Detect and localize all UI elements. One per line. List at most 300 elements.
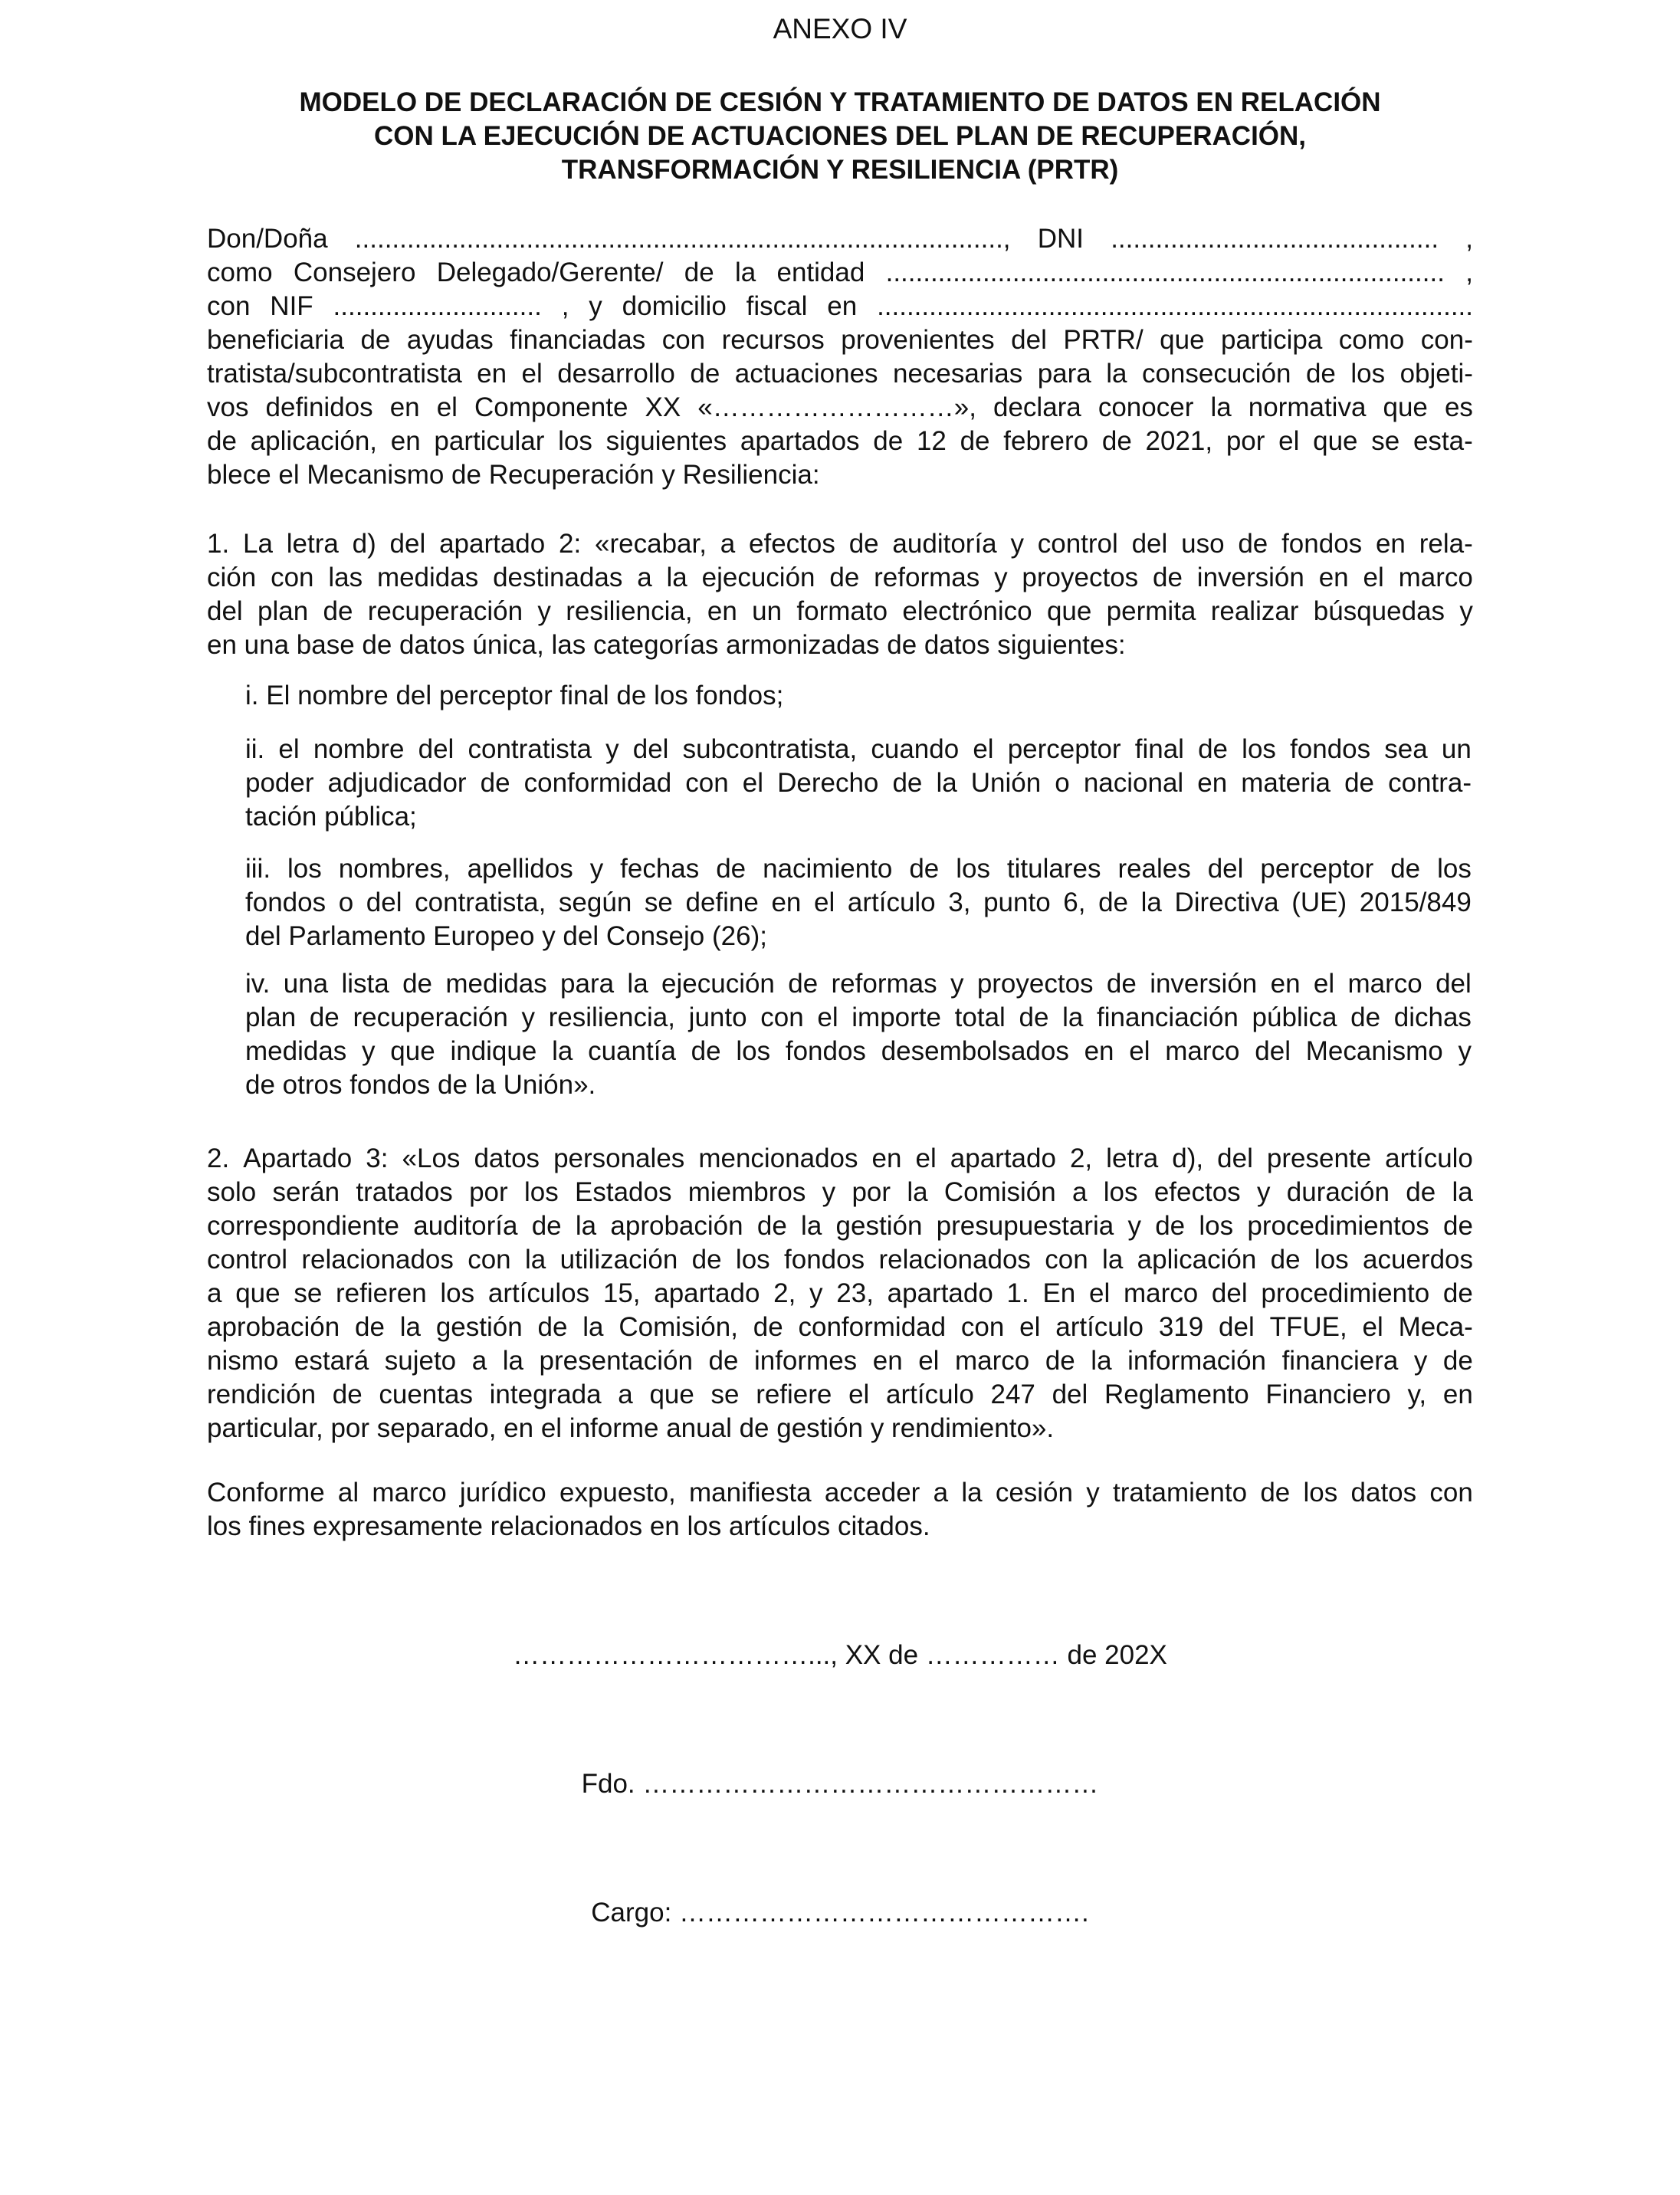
- word: cuantía: [588, 1036, 676, 1066]
- word: poder: [245, 768, 314, 798]
- word: La: [243, 529, 273, 559]
- word: de: [1442, 1346, 1473, 1376]
- word: de: [909, 854, 940, 884]
- word: destinadas: [493, 563, 623, 592]
- word: plan: [245, 1002, 297, 1032]
- word: marco: [1347, 969, 1422, 999]
- word: es: [1444, 392, 1473, 422]
- word: la: [1140, 888, 1162, 917]
- text-line: blece el Mecanismo de Recuperación y Resiliencia:: [207, 460, 820, 490]
- date-line: ……………………………..., XX de …………… de 202X: [513, 1640, 1167, 1670]
- text-line: i. El nombre del perceptor final de los fondos;: [245, 681, 784, 710]
- word: apellidos: [467, 854, 573, 884]
- word: expuesto,: [559, 1478, 676, 1508]
- word: importe: [851, 1002, 941, 1032]
- word: Consejero: [293, 258, 416, 287]
- word: titulares: [1006, 854, 1101, 884]
- word: y: [537, 596, 551, 626]
- text-line: [207, 290, 1473, 323]
- word: el: [848, 1380, 870, 1409]
- word: con: [207, 291, 251, 321]
- word: con: [960, 1312, 1005, 1342]
- word: recursos: [721, 325, 825, 355]
- word: de: [1019, 1002, 1049, 1032]
- word: y: [362, 1036, 376, 1066]
- word: rendición: [207, 1380, 317, 1409]
- word: la: [1452, 1177, 1473, 1207]
- word: y: [950, 969, 964, 999]
- word: como: [207, 258, 273, 287]
- word: de: [1106, 969, 1137, 999]
- word: «………………………»,: [697, 392, 976, 422]
- word: en: [477, 359, 507, 389]
- word: de: [355, 1312, 385, 1342]
- word: desarrollo: [557, 359, 675, 389]
- word: inversión: [1196, 563, 1304, 592]
- word: ción: [207, 563, 257, 592]
- word: presupuestaria: [936, 1211, 1114, 1241]
- word: PRTR/: [1063, 325, 1144, 355]
- word: artículo: [1055, 1312, 1144, 1342]
- word: los: [558, 426, 592, 456]
- word: o: [338, 888, 354, 917]
- word: de: [691, 1036, 721, 1066]
- word: y,: [1407, 1380, 1427, 1409]
- word: y: [1010, 529, 1024, 559]
- word: Derecho: [777, 768, 879, 798]
- word: (UE): [1291, 888, 1347, 917]
- word: apartado: [654, 1278, 760, 1308]
- word: rela-: [1419, 529, 1473, 559]
- word: contratista: [468, 734, 592, 764]
- word: tratista/subcontratista: [207, 359, 462, 389]
- word: de: [1406, 1177, 1436, 1207]
- word: la: [907, 1177, 928, 1207]
- text-line: [245, 1001, 1472, 1035]
- word: febrero: [1003, 426, 1089, 456]
- word: el: [814, 888, 835, 917]
- word: a: [207, 1278, 222, 1308]
- word: datos: [474, 1143, 540, 1173]
- word: de: [848, 529, 879, 559]
- word: al: [337, 1478, 359, 1508]
- word: de: [332, 1380, 363, 1409]
- word: relacionados: [878, 1245, 1031, 1275]
- word: medidas: [376, 563, 479, 592]
- word: de: [1238, 529, 1268, 559]
- word: la: [575, 1211, 597, 1241]
- word: en: [707, 596, 737, 626]
- word: a: [637, 563, 652, 592]
- word: de: [1442, 1278, 1473, 1308]
- word: ,: [1465, 258, 1473, 287]
- word: de: [402, 969, 433, 999]
- word: inversión: [1150, 969, 1258, 999]
- word: Financiero: [1265, 1380, 1391, 1409]
- word: del: [1052, 1380, 1088, 1409]
- text-line: [245, 1035, 1472, 1068]
- word: tratamiento: [1112, 1478, 1248, 1508]
- word: con: [685, 768, 729, 798]
- word: reformas: [831, 969, 937, 999]
- word: lista: [341, 969, 389, 999]
- word: personales: [553, 1143, 685, 1173]
- word: fondos: [245, 888, 326, 917]
- word: perceptor: [1260, 854, 1374, 884]
- text-line: en una base de datos única, las categorías armonizadas de datos siguientes:: [207, 630, 1126, 660]
- document-title: [230, 86, 1450, 187]
- word: con: [271, 563, 314, 592]
- word: los: [735, 1245, 770, 1275]
- word: y: [1086, 1478, 1100, 1508]
- text-line: [207, 391, 1473, 425]
- word: Reglamento: [1104, 1380, 1249, 1409]
- word: de: [1344, 768, 1374, 798]
- word: se: [1371, 426, 1400, 456]
- word: d),: [1172, 1143, 1204, 1173]
- word: reformas: [874, 563, 980, 592]
- word: de: [1101, 426, 1132, 456]
- word: de: [691, 1245, 722, 1275]
- title-line: CON LA EJECUCIÓN DE ACTUACIONES DEL PLAN DE RECUPERACIÓN,: [373, 121, 1307, 151]
- word: medidas: [245, 1036, 347, 1066]
- word: en: [871, 1143, 902, 1173]
- word: 12: [916, 426, 947, 456]
- word: Componente: [474, 392, 628, 422]
- word: permita: [1106, 596, 1196, 626]
- word: ............................: [333, 291, 542, 321]
- word: de: [1270, 1245, 1301, 1275]
- word: 1.: [207, 529, 230, 559]
- text-line: de otros fondos de la Unión».: [245, 1070, 596, 1100]
- word: la: [1106, 359, 1127, 389]
- word: ,: [561, 291, 569, 321]
- word: jurídico: [459, 1478, 546, 1508]
- text-line: [207, 561, 1473, 595]
- word: necesarias: [893, 359, 1023, 389]
- word: los: [736, 1036, 771, 1066]
- word: los: [1350, 359, 1386, 389]
- word: del: [1219, 1312, 1255, 1342]
- word: miembros: [687, 1177, 806, 1207]
- word: junto: [688, 1002, 747, 1032]
- word: los: [1242, 734, 1276, 764]
- word: Mecanismo: [1305, 1036, 1443, 1066]
- word: en: [827, 291, 858, 321]
- word: adjudicador: [327, 768, 467, 798]
- word: la: [666, 563, 687, 592]
- word: de: [892, 768, 923, 798]
- word: apartado: [439, 529, 546, 559]
- text-line: [207, 256, 1473, 290]
- word: a: [1072, 1177, 1088, 1207]
- word: y: [589, 291, 602, 321]
- word: de: [788, 969, 819, 999]
- word: en: [389, 392, 420, 422]
- text-line: [207, 1277, 1473, 1311]
- word: datos: [1350, 1478, 1417, 1508]
- word: de: [1098, 888, 1129, 917]
- word: marco: [955, 1346, 1030, 1376]
- word: conocer: [1098, 392, 1194, 422]
- word: la: [399, 1312, 422, 1342]
- word: a: [720, 529, 736, 559]
- word: una: [283, 969, 329, 999]
- list-item-ii: [245, 733, 1472, 834]
- word: indique: [450, 1036, 537, 1066]
- word: el: [1313, 969, 1335, 999]
- word: de: [537, 1312, 568, 1342]
- word: los: [1314, 1245, 1349, 1275]
- word: resiliencia,: [566, 596, 693, 626]
- word: en: [872, 1346, 903, 1376]
- word: participa: [1221, 325, 1323, 355]
- word: letra: [1106, 1143, 1159, 1173]
- text-line: [207, 595, 1473, 628]
- word: relacionados: [301, 1245, 454, 1275]
- word: apartado: [950, 1143, 1056, 1173]
- word: pública: [1252, 1002, 1337, 1032]
- position-line: Cargo: ……………………………………….: [591, 1898, 1089, 1928]
- text-line: [245, 852, 1472, 886]
- word: un: [1441, 734, 1472, 764]
- word: de: [756, 1211, 787, 1241]
- word: Comisión,: [619, 1312, 738, 1342]
- word: recuperación: [367, 596, 523, 626]
- word: del: [1011, 325, 1047, 355]
- word: el: [742, 768, 764, 798]
- word: la: [502, 1346, 523, 1376]
- word: iv.: [245, 969, 271, 999]
- word: medidas: [445, 969, 547, 999]
- word: consecución: [1141, 359, 1291, 389]
- word: el: [1019, 1312, 1041, 1342]
- word: un: [752, 596, 783, 626]
- word: electrónico: [902, 596, 1032, 626]
- word: gestión: [435, 1312, 523, 1342]
- word: el: [817, 1002, 838, 1032]
- word: resiliencia,: [548, 1002, 675, 1032]
- word: el: [278, 734, 300, 764]
- word: sujeto: [384, 1346, 457, 1376]
- text-line: particular, por separado, en el informe anual de gestión y rendimiento».: [207, 1413, 1055, 1443]
- word: de: [1350, 1002, 1381, 1032]
- word: fondos: [1290, 734, 1371, 764]
- word: refiere: [756, 1380, 832, 1409]
- word: los: [1103, 1177, 1138, 1207]
- word: serán: [272, 1177, 340, 1207]
- word: Conforme: [207, 1478, 325, 1508]
- word: procedimiento: [1261, 1278, 1430, 1308]
- word: la: [1102, 1245, 1124, 1275]
- word: ejecución: [701, 563, 815, 592]
- word: define: [685, 888, 759, 917]
- word: vos: [207, 392, 249, 422]
- word: aprobación: [610, 1211, 743, 1241]
- word: el: [1088, 1278, 1111, 1308]
- word: marco: [1123, 1278, 1199, 1308]
- word: «recabar,: [595, 529, 707, 559]
- word: de: [1305, 359, 1336, 389]
- word: de: [829, 563, 860, 592]
- word: la: [582, 1312, 604, 1342]
- word: nacional: [1083, 768, 1184, 798]
- word: acuerdos: [1363, 1245, 1473, 1275]
- word: financiera: [1281, 1346, 1399, 1376]
- word: de: [1443, 1211, 1473, 1241]
- word: auditoría: [892, 529, 997, 559]
- word: aplicación,: [250, 426, 378, 456]
- word: que: [1383, 392, 1428, 422]
- word: Meca-: [1398, 1312, 1473, 1342]
- word: apartados: [740, 426, 860, 456]
- word: XX: [645, 392, 681, 422]
- word: 2,: [1069, 1143, 1093, 1173]
- word: de: [360, 325, 391, 355]
- word: Delegado/Gerente/: [436, 258, 664, 287]
- word: nombre: [313, 734, 405, 764]
- text-line: [207, 1243, 1473, 1277]
- word: del: [366, 888, 402, 917]
- word: iii.: [245, 854, 271, 884]
- text-line: [207, 527, 1473, 561]
- word: y: [1459, 596, 1473, 626]
- word: los: [287, 854, 322, 884]
- word: fechas: [620, 854, 700, 884]
- word: en: [1197, 768, 1228, 798]
- word: punto: [983, 888, 1051, 917]
- word: y: [589, 854, 604, 884]
- word: provenientes: [841, 325, 995, 355]
- word: 3,: [948, 888, 971, 917]
- word: fondos: [1281, 529, 1363, 559]
- word: del: [1255, 1036, 1291, 1066]
- word: artículos: [487, 1278, 590, 1308]
- list-item-iv: [245, 967, 1472, 1102]
- signature-line: Fdo. ……………………………………………: [581, 1769, 1099, 1799]
- word: el: [521, 359, 543, 389]
- word: refieren: [336, 1278, 427, 1308]
- word: del: [632, 734, 669, 764]
- word: ayudas: [406, 325, 494, 355]
- word: del: [418, 734, 454, 764]
- word: proyectos: [976, 969, 1094, 999]
- word: 247: [990, 1380, 1035, 1409]
- word: y: [1256, 1177, 1271, 1207]
- text-line: tación pública;: [245, 802, 417, 832]
- word: ............................................: [1111, 224, 1439, 254]
- word: Don/Doña: [207, 224, 328, 254]
- word: definidos: [265, 392, 373, 422]
- word: conformidad: [798, 1312, 947, 1342]
- word: a: [618, 1380, 633, 1409]
- word: siguientes: [605, 426, 727, 456]
- word: con: [1429, 1478, 1473, 1508]
- word: artículo: [847, 888, 936, 917]
- word: del: [389, 529, 426, 559]
- text-line: [207, 1311, 1473, 1344]
- word: información: [1127, 1346, 1267, 1376]
- word: y: [994, 563, 1008, 592]
- text-line: [245, 733, 1472, 766]
- word: final: [1134, 734, 1184, 764]
- word: presente: [1266, 1143, 1372, 1173]
- conclusion-paragraph: [207, 1476, 1473, 1544]
- word: del: [207, 596, 243, 626]
- word: d): [352, 529, 376, 559]
- word: gestión: [835, 1211, 923, 1241]
- word: que: [1313, 426, 1358, 456]
- word: 2,: [773, 1278, 796, 1308]
- word: marco: [372, 1478, 447, 1508]
- word: y: [1458, 1036, 1472, 1066]
- word: formato: [796, 596, 888, 626]
- word: las: [328, 563, 363, 592]
- word: 319: [1158, 1312, 1204, 1342]
- word: manifiesta: [689, 1478, 812, 1508]
- list-item-i: [245, 679, 1472, 713]
- word: para: [560, 969, 615, 999]
- word: normativa: [1248, 392, 1367, 422]
- word: ................................................................................: [877, 291, 1473, 321]
- word: que: [1046, 596, 1092, 626]
- word: cesión: [995, 1478, 1073, 1508]
- word: efectos: [1153, 1177, 1241, 1207]
- word: en: [771, 888, 802, 917]
- word: NIF: [270, 291, 313, 321]
- word: del: [1436, 969, 1472, 999]
- word: y: [809, 1278, 823, 1308]
- word: conformidad: [523, 768, 672, 798]
- word: particular: [434, 426, 545, 456]
- word: marco: [1398, 563, 1473, 592]
- word: de: [960, 426, 990, 456]
- word: del: [1211, 1278, 1248, 1308]
- word: de: [207, 426, 237, 456]
- word: del: [1207, 854, 1244, 884]
- word: en: [1270, 969, 1301, 999]
- word: el: [1362, 1312, 1383, 1342]
- word: mencionados: [698, 1143, 858, 1173]
- text-line: [207, 1344, 1473, 1378]
- word: de: [531, 1211, 562, 1241]
- word: entidad: [776, 258, 865, 287]
- word: Apartado: [243, 1143, 353, 1173]
- word: sea: [1384, 734, 1428, 764]
- title-line: TRANSFORMACIÓN Y RESILIENCIA (PRTR): [561, 155, 1119, 185]
- word: con: [760, 1002, 804, 1032]
- word: apartado: [887, 1278, 993, 1308]
- word: que: [235, 1278, 281, 1308]
- word: 2:: [559, 529, 582, 559]
- word: y: [822, 1177, 836, 1207]
- word: de: [690, 359, 720, 389]
- word: presentación: [539, 1346, 693, 1376]
- word: integrada: [489, 1380, 602, 1409]
- annex-label: ANEXO IV: [773, 13, 907, 44]
- word: en: [1084, 1036, 1114, 1066]
- text-line: [245, 886, 1472, 920]
- word: artículo: [886, 1380, 974, 1409]
- text-line: del Parlamento Europeo y del Consejo (26);: [245, 921, 767, 951]
- word: .......................................................................................,: [354, 224, 1011, 254]
- text-line: [207, 1209, 1473, 1243]
- word: duración: [1286, 1177, 1390, 1207]
- word: artículo: [1385, 1143, 1473, 1173]
- word: en: [390, 426, 421, 456]
- text-line: [245, 967, 1472, 1001]
- word: nombres,: [338, 854, 451, 884]
